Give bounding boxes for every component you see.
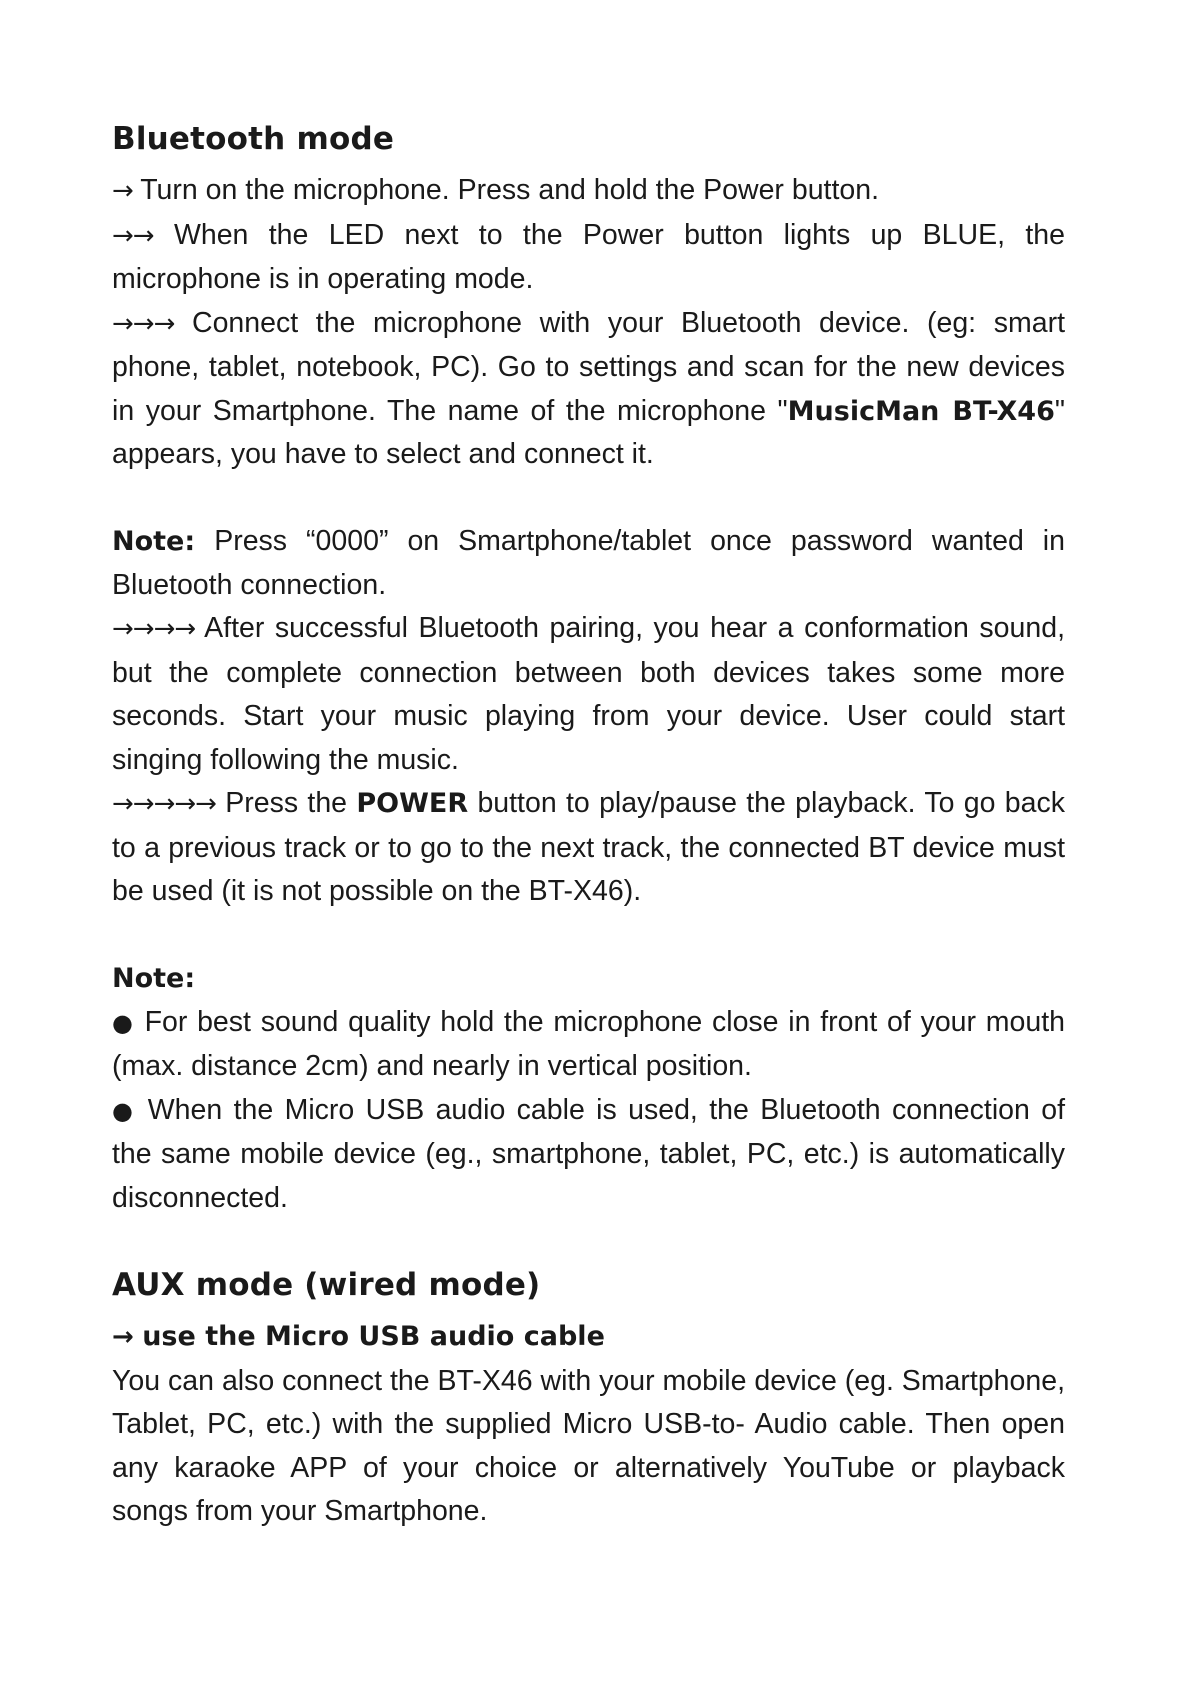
bt-step-3-text-a: Connect the microphone with your Bluetooth device. (eg: smart phone, tablet, notebook, PC). Go to settings and scan for the new devices in your Smartphone. The name of the microphone "	[112, 306, 1065, 427]
aux-subtitle	[112, 1315, 1065, 1360]
aux-subtitle-text: use the Micro USB audio cable	[132, 1321, 605, 1353]
bt-step-4-text: After successful Bluetooth pairing, you hear a conformation sound, but the complete connection between both devices takes some more seconds. Start your music playing from your device. User could start singing following the music.	[112, 612, 1065, 776]
double-arrow-icon: →→	[112, 220, 154, 251]
bt-step-3	[112, 302, 1065, 477]
arrow-icon: →	[112, 1322, 133, 1353]
bt-step-4	[112, 607, 1065, 782]
bt-note-2-bullet-2	[112, 1089, 1065, 1221]
arrow-icon: →	[112, 176, 133, 207]
spacer	[112, 477, 1065, 521]
bt-step-5-text-a: Press the	[215, 787, 357, 820]
device-name: MusicMan BT-X46	[787, 395, 1055, 427]
bullet-2-text: When the Micro USB audio cable is used, the Bluetooth connection of the same mobile device (eg., smartphone, tablet, PC, etc.) is automatically disconnected.	[112, 1093, 1065, 1214]
bt-step-1-text: Turn on the microphone. Press and hold the Power button.	[132, 174, 880, 207]
bt-note-1-text: Press “0000” on Smartphone/tablet once password wanted in Bluetooth connection.	[112, 525, 1065, 601]
bt-note-2-bullet-1	[112, 1001, 1065, 1089]
bt-step-3-text-b: " appears, you have to select and connect it.	[112, 394, 1065, 471]
spacer	[112, 914, 1065, 958]
quadruple-arrow-icon: →→→→	[112, 614, 196, 645]
bt-step-2	[112, 214, 1065, 302]
aux-text: You can also connect the BT-X46 with your mobile device (eg. Smartphone, Tablet, PC, etc.) with the supplied Micro USB-to- Audio cable. Then open any karaoke APP of your choice or alternatively YouTube or playback songs from your Smartphone.	[112, 1364, 1065, 1528]
manual-page	[112, 118, 1065, 1534]
bt-step-1	[112, 169, 1065, 214]
bluetooth-mode-heading: Bluetooth mode	[112, 121, 395, 157]
aux-mode-heading: AUX mode (wired mode)	[112, 1266, 541, 1303]
note-label: Note:	[112, 526, 196, 558]
note-label: Note:	[112, 963, 196, 995]
bt-step-5	[112, 782, 1065, 914]
bt-note-1	[112, 520, 1065, 607]
bt-step-2-text: When the LED next to the Power button lights up BLUE, the microphone is in operating mode.	[112, 218, 1065, 296]
quintuple-arrow-icon: →→→→→	[112, 789, 216, 820]
bt-step-5-text-b: button to play/pause the playback. To go back to a previous track or to go to the next track, the connected BT device must be used (it is not possible on the BT-X46).	[112, 787, 1065, 908]
triple-arrow-icon: →→→	[112, 308, 175, 339]
spacer	[112, 1220, 1065, 1264]
bullet-dot-icon: ●	[112, 1008, 135, 1037]
bullet-1-text: For best sound quality hold the microphone close in front of your mouth (max. distance 2cm) and nearly in vertical position.	[112, 1005, 1065, 1083]
bt-note-2-label	[112, 957, 1065, 1001]
bullet-dot-icon: ●	[112, 1096, 137, 1125]
power-word: POWER	[356, 788, 469, 820]
